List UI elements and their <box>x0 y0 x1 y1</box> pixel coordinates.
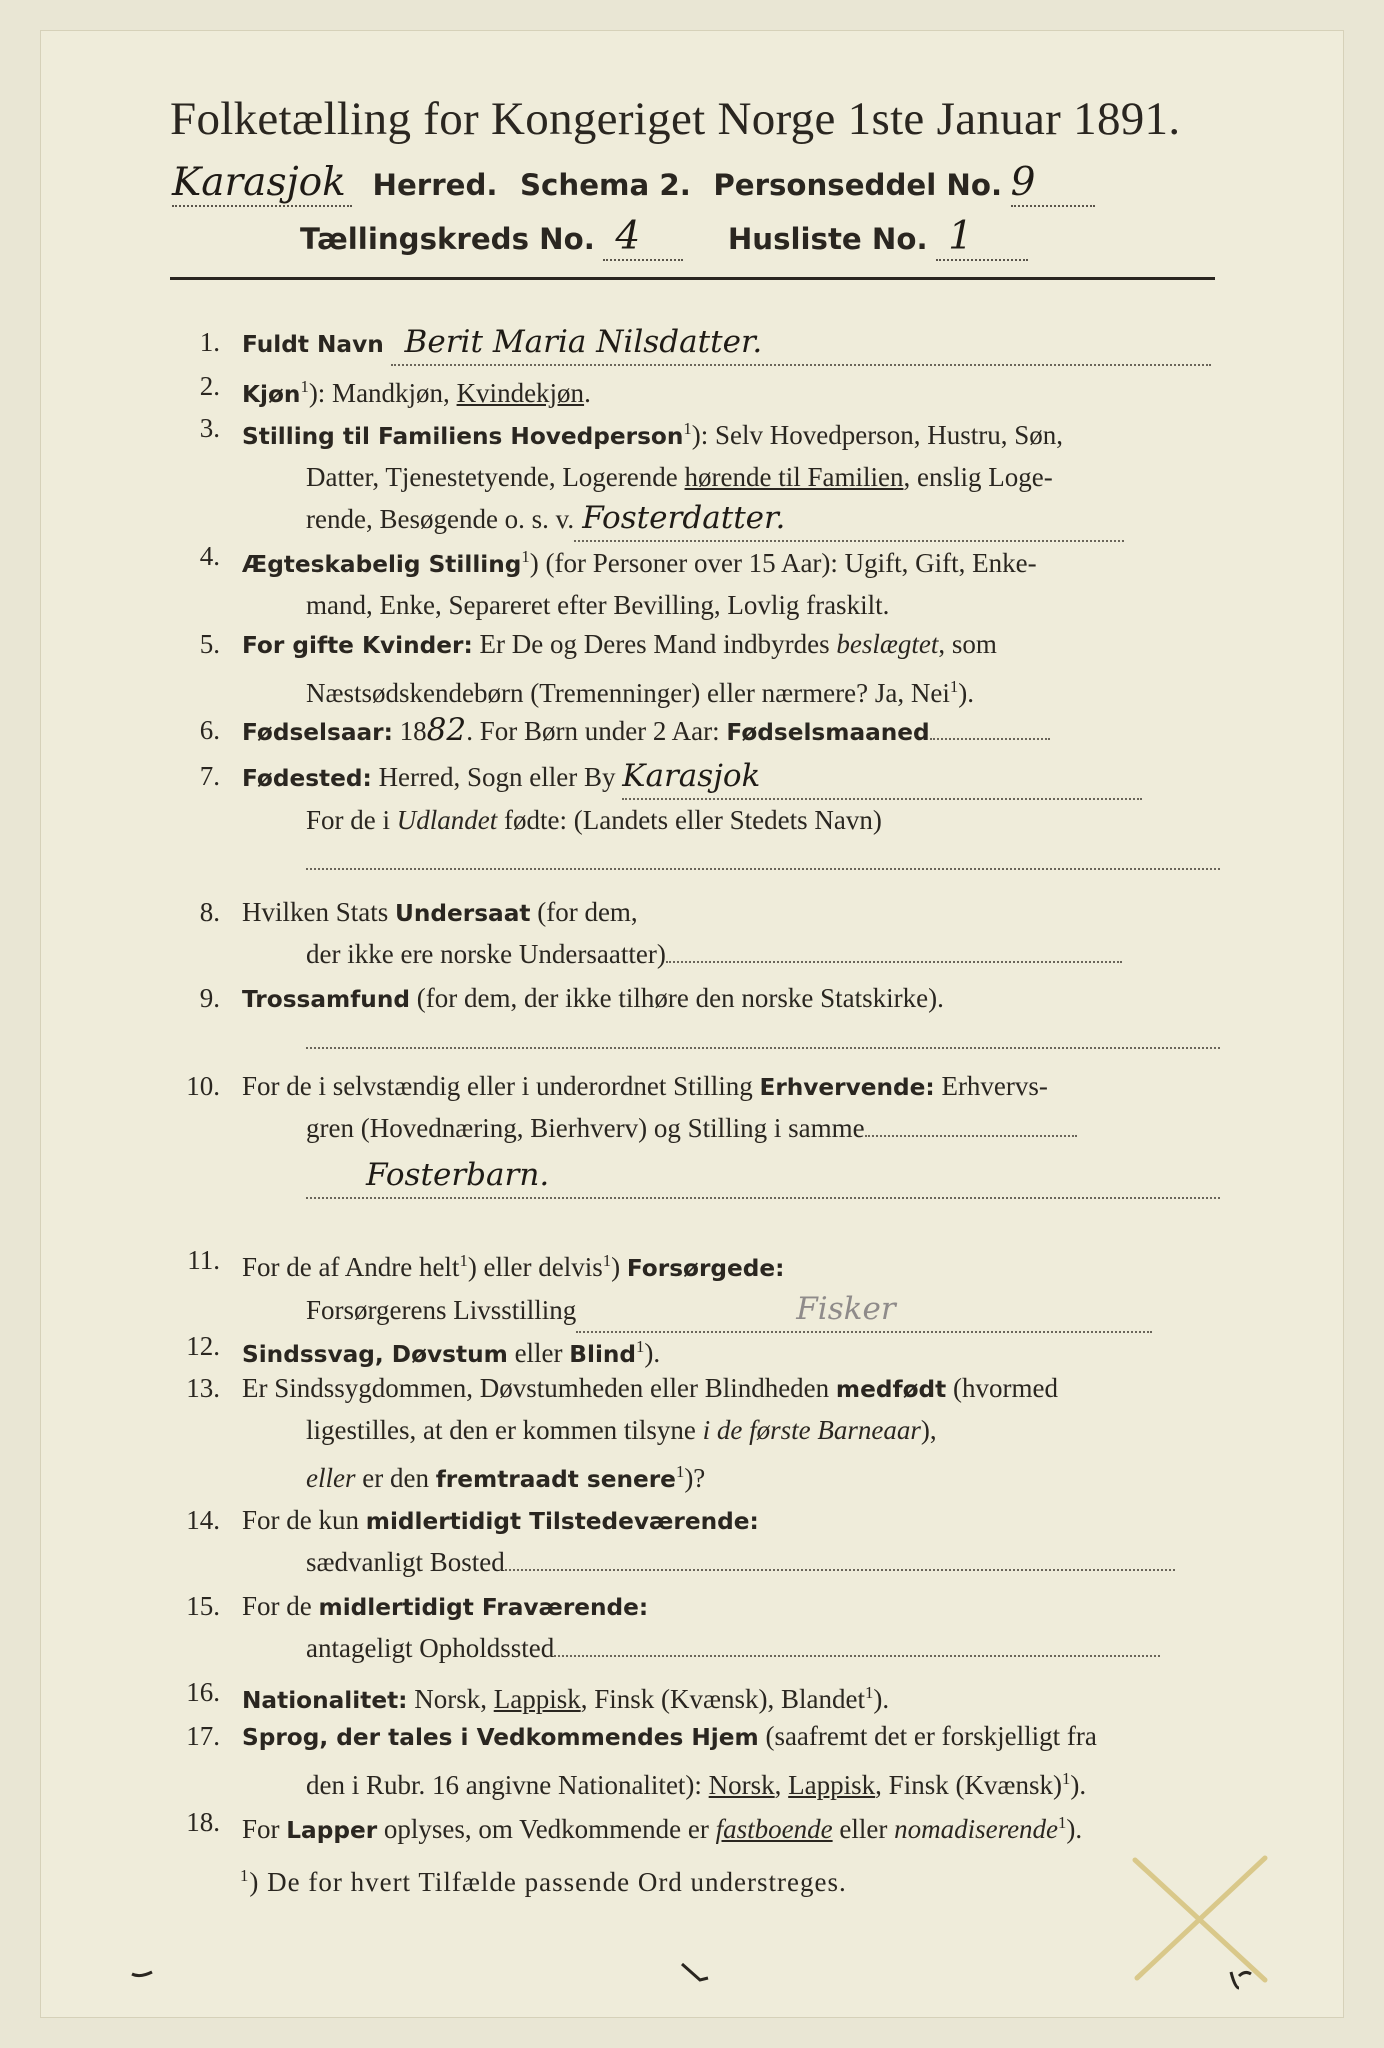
item-text-part: , enslig Loge- <box>903 462 1053 492</box>
occupation-dots <box>865 1135 1077 1137</box>
occupation-value: Fosterbarn. <box>366 1157 550 1193</box>
birth-year-value: 82 <box>426 712 467 748</box>
item-label: Lapper <box>286 1817 378 1844</box>
year-prefix: 18 <box>392 716 427 746</box>
item-label: medfødt <box>835 1376 947 1403</box>
item-text-part: er den <box>355 1463 436 1493</box>
item-text <box>242 892 1220 975</box>
item-text <box>242 978 1220 1061</box>
item-number: 4. <box>199 541 220 571</box>
item-text-part: ), <box>920 1415 937 1445</box>
position-value: Fosterdatter. <box>582 500 786 536</box>
item-label-2: fremtraadt senere <box>435 1466 676 1493</box>
item-label: midlertidigt Tilstedeværende: <box>365 1508 759 1535</box>
provider-value: Fisker <box>796 1291 896 1327</box>
header-line-2 <box>300 214 1028 261</box>
whereabouts-field <box>554 1655 1160 1657</box>
item-text-part: ligestilles, at den er kommen tilsyne <box>306 1415 703 1445</box>
item-text-italic: nomadiserende <box>894 1814 1059 1844</box>
item-label: Forsørgede: <box>626 1255 785 1282</box>
item-text-part: den i Rubr. 16 angivne Nationalitet): <box>306 1770 709 1800</box>
footnote-ref: 1 <box>1061 1769 1071 1788</box>
item-text-part: , Finsk (Kvænsk) <box>875 1770 1062 1800</box>
item-label: Erhvervende: <box>759 1074 935 1101</box>
birth-month-field <box>930 738 1050 740</box>
item-number: 12. <box>186 1331 220 1361</box>
item-text-part: (saafremt det er forskjelligt fra <box>758 1721 1097 1751</box>
full-name-field <box>391 322 1211 366</box>
schema-label: Schema 2. <box>520 168 691 202</box>
item-number: 10. <box>186 1071 220 1101</box>
corner-mark-left <box>128 1960 158 1990</box>
item-text <box>242 1586 1220 1669</box>
item-label: midlertidigt Fraværende: <box>318 1594 649 1621</box>
herred-value: Karasjok <box>172 160 346 205</box>
item-number: 2. <box>199 371 220 401</box>
item-text-part: der ikke ere norske Undersaatter) <box>306 939 666 969</box>
item-text-italic: i de første Barneaar <box>702 1415 921 1445</box>
footnote-ref: 1 <box>1058 1813 1067 1832</box>
item-text-part: Er De og Deres Mand indbyrdes <box>472 629 837 659</box>
item-text-part: For de i <box>306 805 397 835</box>
item-text-part: . For Børn under 2 Aar: <box>466 716 727 746</box>
item-text-part: ): Selv Hovedperson, Hustru, Søn, <box>691 420 1064 450</box>
item-text-part: Herred, Sogn eller By <box>371 762 623 792</box>
underlined-choice: hørende til Familien <box>684 462 904 492</box>
item-label: Kjøn <box>242 381 301 408</box>
item-text-part: Er Sindssygdommen, Døvstumheden eller Blindheden <box>242 1373 836 1403</box>
usual-residence-field <box>505 1569 1175 1571</box>
item-text-end: ). <box>644 1338 661 1368</box>
item-text-part: Næstsødskendebørn (Tremenninger) eller nærmere? Ja, Nei <box>306 678 950 708</box>
footnote-mark: 1 <box>240 1866 250 1885</box>
item-number: 8. <box>199 897 220 927</box>
husliste-label: Husliste No. <box>727 222 928 256</box>
item-text <box>242 710 1220 753</box>
footnote <box>240 1866 847 1898</box>
kreds-label: Tællingskreds No. <box>300 222 595 256</box>
item-text-part: (for dem, <box>530 897 638 927</box>
underlined-choice: fastboende <box>715 1814 833 1844</box>
item-text-part: ) (for Personer over 15 Aar): Ugift, Gift, Enke- <box>529 548 1037 578</box>
item-text-part: antageligt Opholdssted <box>306 1633 555 1663</box>
item-number: 15. <box>186 1591 220 1621</box>
item-number: 16. <box>186 1677 220 1707</box>
item-number: 1. <box>199 327 220 357</box>
item-number: 7. <box>199 761 220 791</box>
husliste-field <box>936 214 1028 261</box>
item-text-part: eller <box>832 1814 895 1844</box>
item-number: 9. <box>199 983 220 1013</box>
item-label: Ægteskabelig Stilling <box>242 551 522 578</box>
birthplace-value: Karasjok <box>622 758 761 794</box>
item-label: Nationalitet: <box>242 1687 408 1714</box>
footnote-ref: 1 <box>300 377 309 396</box>
personseddel-value: 9 <box>1010 160 1036 205</box>
item-text-part: , Finsk (Kvænsk), Blandet <box>580 1684 865 1714</box>
item-text <box>242 1368 1220 1500</box>
item-text-part: ): Mandkjøn, <box>308 378 457 408</box>
item-text <box>242 536 1220 626</box>
item-text-part: sædvanligt Bosted <box>306 1547 505 1577</box>
item-number: 17. <box>186 1721 220 1751</box>
item-label: Sindssvag, Døvstum <box>242 1341 508 1368</box>
full-name-value: Berit Maria Nilsdatter. <box>404 324 763 360</box>
footnote-ref: 1 <box>636 1337 645 1356</box>
item-text <box>242 1240 1220 1333</box>
item-text-part: gren (Hovednæring, Bierhverv) og Stilling i samme <box>306 1113 865 1143</box>
item-label: Fødested: <box>242 765 372 792</box>
nationality-state-field <box>666 961 1122 963</box>
item-text-part: , som <box>938 629 997 659</box>
item-text-italic: Udlandet <box>396 805 498 835</box>
item-text-part: ) eller delvis <box>467 1252 603 1282</box>
footnote-ref: 1 <box>459 1251 468 1270</box>
item-number: 13. <box>186 1373 220 1403</box>
item-text-part: Datter, Tjenestetyende, Logerende <box>306 462 685 492</box>
underlined-choice: Lappisk <box>493 1684 581 1714</box>
item-text-part: , <box>774 1770 789 1800</box>
religion-field <box>306 1047 1220 1049</box>
item-text-part: For de i selvstændig eller i underordnet Stilling <box>242 1071 760 1101</box>
item-text-italic: eller <box>306 1463 356 1493</box>
underlined-choice: Kvindekjøn <box>456 378 585 408</box>
item-number: 6. <box>199 715 220 745</box>
underlined-choice: Norsk <box>708 1770 775 1800</box>
personseddel-field <box>1011 160 1095 207</box>
item-text-part: (for dem, der ikke tilhøre den norske Statskirke). <box>409 983 944 1013</box>
item-text-part: Forsørgerens Livsstilling <box>306 1295 577 1325</box>
item-text-part: oplyses, om Vedkommende er <box>377 1814 716 1844</box>
occupation-field <box>306 1155 1220 1199</box>
item-text-part: For de af Andre helt <box>242 1252 460 1282</box>
footnote-text: ) De for hvert Tilfælde passende Ord understreges. <box>249 1867 847 1897</box>
item-label: Fuldt Navn <box>242 331 384 358</box>
item-text <box>242 1500 1220 1583</box>
underlined-choice: Lappisk <box>788 1770 876 1800</box>
item-text: For Lapper oplyses, om Vedkommende er fastboende eller nomadiserende$^1$). <box>242 1813 1083 1844</box>
item-text-part: mand, Enke, Separeret efter Bevilling, Lovlig fraskilt. <box>306 590 890 620</box>
kreds-value: 4 <box>615 214 641 259</box>
header-rule <box>170 277 1215 280</box>
item-label: For gifte Kvinder: <box>242 632 473 659</box>
item-text-part: fødte: (Landets eller Stedets Navn) <box>497 805 882 835</box>
item-text-part: Norsk, <box>407 1684 494 1714</box>
footnote-ref: 1 <box>949 677 959 696</box>
herred-label: Herred. <box>372 168 498 202</box>
corner-mark-right <box>1225 1966 1255 1996</box>
item-text-part: (hvormed <box>946 1373 1058 1403</box>
item-label-2: Blind <box>569 1341 637 1368</box>
footnote-ref: 1 <box>864 1683 874 1702</box>
item-text-part: Hvilken Stats <box>242 897 395 927</box>
item-number: 11. <box>187 1245 220 1275</box>
item-text-part: )? <box>684 1463 706 1493</box>
item-text: Sprog, der tales i Vedkommendes Hjem (saafremt det er forskjelligt fra den i Rubr. 16 angivne Nationalitet): Norsk, Lappisk, Finsk (Kvænsk)$^1$). <box>242 1721 1097 1800</box>
item-label: Trossamfund <box>242 986 410 1013</box>
item-text-end: . <box>584 378 591 408</box>
item-text <box>242 322 1220 366</box>
item-text-part: rende, Besøgende o. s. v. <box>306 504 575 534</box>
item-number: 14. <box>186 1505 220 1535</box>
item-text-part: ) <box>611 1252 627 1282</box>
header-line-1 <box>172 160 1095 207</box>
item-text-part: For de <box>242 1591 319 1621</box>
item-label: Undersaat <box>395 900 531 927</box>
herred-field <box>172 160 352 207</box>
item-text-part: eller <box>507 1338 570 1368</box>
item-text <box>242 756 1220 882</box>
item-text-italic: beslægtet <box>836 629 939 659</box>
footnote-ref: 1 <box>521 547 530 566</box>
item-text-part: Erhvervs- <box>934 1071 1048 1101</box>
birthplace-field <box>622 756 1142 800</box>
item-text <box>242 1066 1220 1199</box>
form-title: Folketælling for Kongeriget Norge 1ste Januar 1891. <box>170 93 1181 145</box>
personseddel-label: Personseddel No. <box>713 168 1003 202</box>
corner-mark-center <box>676 1958 712 1988</box>
footnote-ref: 1 <box>675 1462 685 1481</box>
item-number: 5. <box>199 629 220 659</box>
item-text-part: For de kun <box>242 1505 366 1535</box>
item-text: Nationalitet: Norsk, Lappisk, Finsk (Kvænsk), Blandet$^1$). <box>242 1683 890 1714</box>
kreds-field <box>603 214 683 261</box>
husliste-value: 1 <box>948 214 973 259</box>
item-text-part: For <box>242 1814 287 1844</box>
footnote-ref: 1 <box>602 1251 612 1270</box>
item-number: 3. <box>199 413 220 443</box>
item-text: For gifte Kvinder: Er De og Deres Mand indbyrdes beslægtet, som Næstsødskendebørn (Tremenninger) eller nærmere? Ja, Nei$^1$). <box>242 629 997 708</box>
item-label-2: Fødselsmaaned <box>726 719 930 746</box>
foreign-birthplace-field <box>306 868 1220 870</box>
footnote-ref: 1 <box>683 419 692 438</box>
item-number: 18. <box>186 1807 220 1837</box>
item-label: Fødselsaar: <box>242 719 393 746</box>
item-label: Sprog, der tales i Vedkommendes Hjem <box>242 1724 759 1751</box>
item-label: Stilling til Familiens Hovedperson <box>242 423 684 450</box>
item-text <box>242 408 1220 542</box>
